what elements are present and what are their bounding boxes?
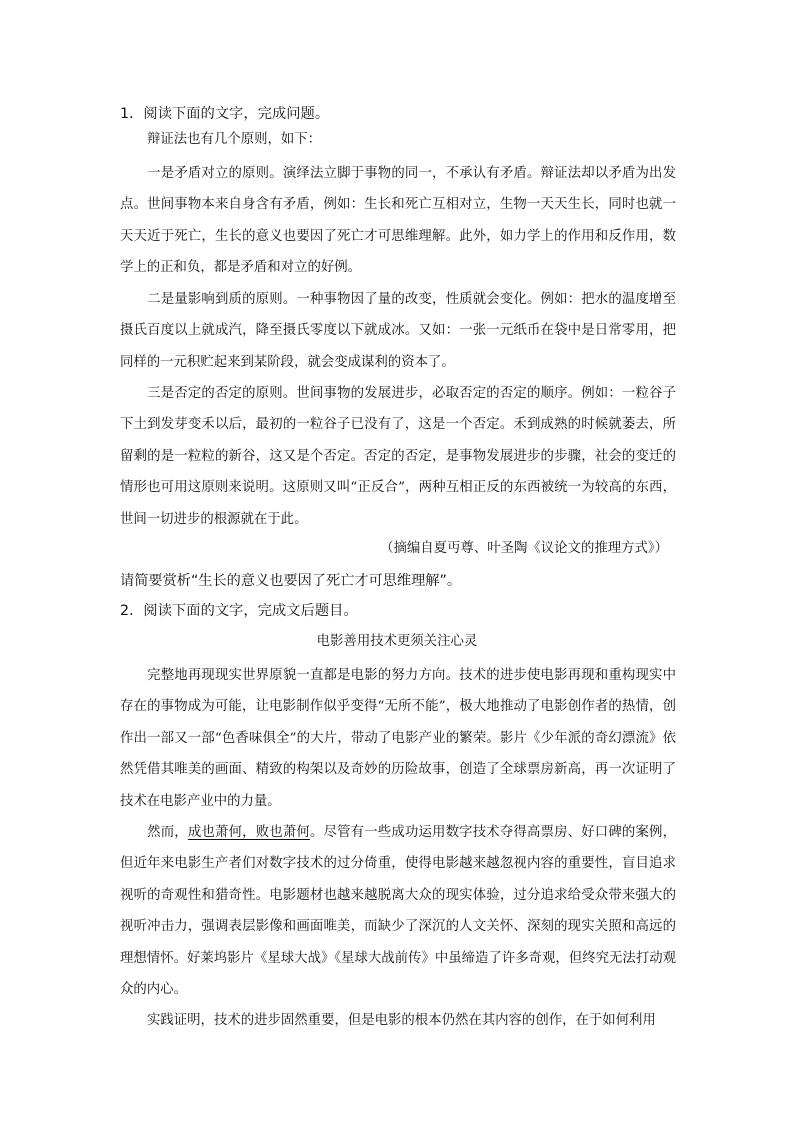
q1-paragraph-3: [120, 378, 676, 535]
q1-intro-text: 辩证法也有几个原则，如下：: [147, 132, 322, 147]
q1-paragraph-2-text: 二是量影响到质的原则。一种事物因了量的改变，性质就会变化。例如：把水的温度增至摄氏百度以上就成汽，降至摄氏零度以下就成冰。又如：一张一元纸币在袋中是日常零用，把同样的一元积贮起来到某阶段，就会变成谋利的资本了。: [120, 292, 676, 370]
question-1-heading: 1．阅读下面的文字，完成问题。: [120, 106, 330, 122]
q2-paragraph-2-lead: 然而，: [147, 825, 188, 840]
q2-paragraph-3-text: 实践证明，技术的进步固然重要，但是电影的根本仍然在其内容的创作，在于如何利用: [147, 1013, 656, 1028]
article-title: 电影善用技术更须关注心灵: [316, 634, 478, 649]
q1-paragraph-1: [120, 158, 676, 284]
q2-paragraph-1: [120, 660, 676, 817]
q1-intro: [120, 124, 676, 155]
underlined-phrase: 成也萧何，败也萧何: [187, 825, 310, 840]
q1-paragraph-1-text: 一是矛盾对立的原则。演绎法立脚于事物的同一，不承认有矛盾。辩证法却以矛盾为出发点。世间事物本来自身含有矛盾，例如：生长和死亡互相对立，生物一天天生长，同时也就一天天近于死亡，生长的意义也要因了死亡才可思维理解。此外，如力学上的作用和反作用，数学上的正和负，都是矛盾和对立的好例。: [120, 166, 676, 276]
q1-source-citation: （摘编自夏丏尊、叶圣陶《议论文的推理方式》）: [380, 541, 668, 556]
question-2-heading: 2．阅读下面的文字，完成文后题目。: [120, 603, 358, 619]
q1-paragraph-3-text: 三是否定的否定的原则。世间事物的发展进步，必取否定的否定的顺序。例如：一粒谷子下土到发芽变禾以后，最初的一粒谷子已没有了，这是一个否定。禾到成熟的时候就萎去，所留剩的是一粒粒的新谷，这又是个否定。否定的否定，是事物发展进步的步骤，社会的变迁的情形也可用这原则来说明。这原则又叫“正反合”，两种互相正反的东西被统一为较高的东西，世间一切进步的根源就在于此。: [120, 386, 676, 527]
q1-paragraph-2: [120, 284, 676, 378]
q2-paragraph-2: [120, 817, 676, 1005]
q1-prompt: 请简要赏析“生长的意义也要因了死亡才可思维理解”。: [120, 573, 462, 589]
q2-paragraph-3: [120, 1005, 676, 1036]
q2-paragraph-2-text: 。尽管有一些成功运用数字技术夺得高票房、好口碑的案例，但近年来电影生产者们对数字技术的过分倚重，使得电影越来越忽视内容的重要性，盲目追求视听的奇观性和猎奇性。电影题材也越来越脱离大众的现实体验，过分追求给受众带来强大的视听冲击力，强调表层影像和画面唯美，而缺少了深沉的人文关怀、深刻的现实关照和高远的理想情怀。好莱坞影片《星球大战》《星球大战前传》中虽缔造了许多奇观，但终究无法打动观众的内心。: [120, 825, 677, 998]
q2-paragraph-1-text: 完整地再现现实世界原貌一直都是电影的努力方向。技术的进步使电影再现和重构现实中存在的事物成为可能，让电影制作似乎变得“无所不能”，极大地推动了电影创作者的热情，创作出一部又一部“色香味俱全”的大片，带动了电影产业的繁荣。影片《少年派的奇幻漂流》依然凭借其唯美的画面、精致的构架以及奇妙的历险故事，创造了全球票房新高，再一次证明了技术在电影产业中的力量。: [120, 668, 676, 809]
